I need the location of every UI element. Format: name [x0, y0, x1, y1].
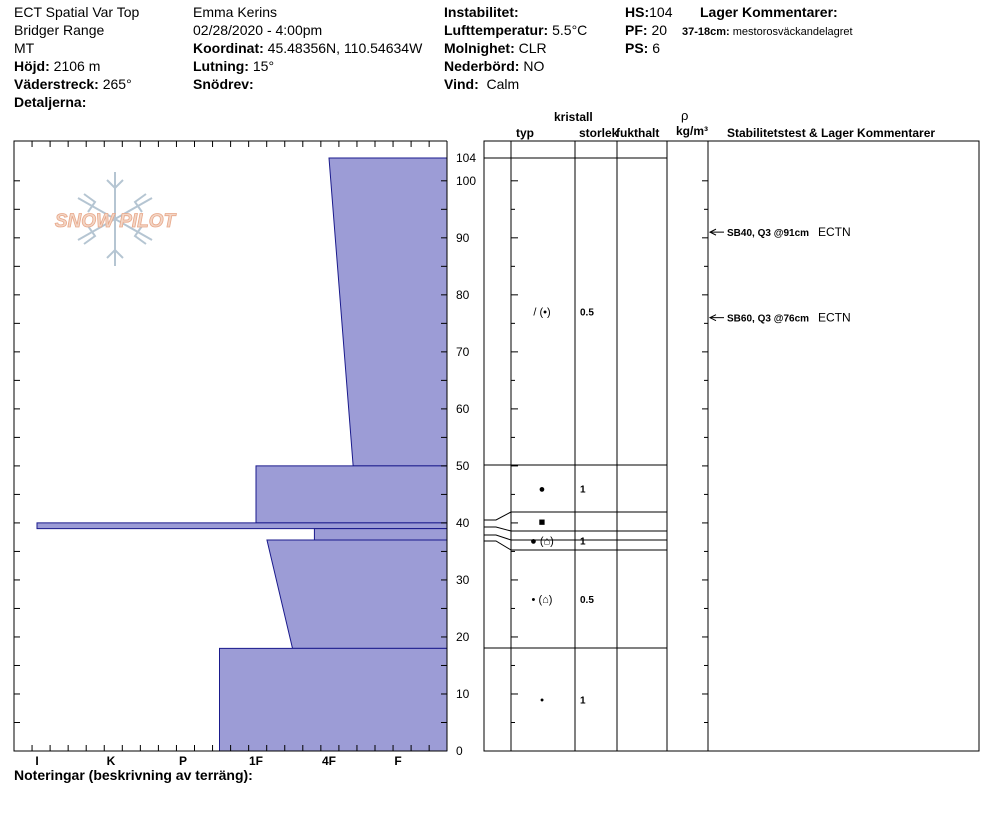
depth-tick-label: 10 — [456, 686, 470, 701]
depth-tick-label: 100 — [456, 173, 477, 188]
col-typ: typ — [516, 126, 534, 140]
instability-label: Instabilitet: — [444, 4, 519, 20]
profile-title: ECT Spatial Var Top — [14, 4, 140, 20]
elevation-value: 2106 m — [53, 58, 101, 74]
depth-tick-label: 60 — [456, 401, 470, 416]
slope-label: Lutning: — [193, 58, 249, 74]
depth-tick-label: 40 — [456, 515, 470, 530]
hardness-layer-2 — [37, 523, 447, 529]
layer-comments-label: Lager Kommentarer: — [700, 4, 838, 20]
air-temp-label: Lufttemperatur: — [444, 22, 549, 38]
precip-value: NO — [523, 58, 545, 74]
snowpilot-logo-text: SNOW PILOT — [54, 211, 176, 232]
col-rho: ρ — [681, 108, 689, 123]
depth-tick-label: 30 — [456, 572, 470, 587]
depth-tick-label: 90 — [456, 230, 470, 245]
hardness-tick-label: F — [394, 754, 402, 768]
col-density-unit: kg/m³ — [676, 124, 709, 138]
grain-type-0: / (•) — [533, 306, 551, 319]
slope-value: 15° — [252, 58, 275, 74]
observer-name: Emma Kerins — [193, 4, 278, 20]
grain-size-3: 1 — [580, 536, 586, 548]
air-temp-value: 5.5°C — [552, 22, 588, 38]
sky-value: CLR — [518, 40, 547, 56]
stability-code-1: ECTN — [818, 310, 851, 325]
col-fukthalt: fukthalt — [616, 126, 660, 140]
observation-datetime: 02/28/2020 - 4:00pm — [193, 22, 323, 38]
col-kristall: kristall — [554, 110, 593, 124]
layer-connector — [484, 512, 511, 520]
grain-size-1: 1 — [580, 484, 586, 496]
details-label: Detaljerna: — [14, 94, 87, 110]
grain-type-2: ■ — [538, 516, 546, 529]
precip-label: Nederbörd: — [444, 58, 520, 74]
hardness-layer-4 — [267, 540, 447, 648]
depth-tick-label: 80 — [456, 287, 470, 302]
drift-label: Snödrev: — [193, 76, 254, 92]
col-stability: Stabilitetstest & Lager Kommentarer — [727, 126, 936, 140]
elevation-label: Höjd: — [14, 58, 50, 74]
hs-label: HS: — [625, 4, 650, 20]
layer-connector — [484, 527, 511, 531]
stability-test-1: SB60, Q3 @76cm — [727, 313, 810, 325]
layer-table — [484, 141, 979, 751]
hardness-layer-1 — [256, 466, 447, 523]
depth-tick-label: 70 — [456, 344, 470, 359]
sky-label: Molnighet: — [444, 40, 515, 56]
hs-value: 104 — [649, 4, 673, 20]
grain-type-3: ● (⌂) — [530, 535, 554, 548]
grain-type-1: ● — [538, 483, 546, 496]
layer-comment-text: mestorosväckandelagret — [732, 26, 853, 38]
aspect-value: 265° — [102, 76, 132, 92]
coords-label: Koordinat: — [193, 40, 264, 56]
grain-size-0: 0.5 — [580, 307, 594, 319]
wind-value: Calm — [486, 76, 520, 92]
grain-type-5: • — [540, 694, 544, 707]
hardness-layer-0 — [329, 158, 447, 466]
range-name: Bridger Range — [14, 22, 105, 38]
wind-label: Vind: — [444, 76, 479, 92]
terrain-notes-label: Noteringar (beskrivning av terräng): — [14, 767, 253, 783]
hardness-tick-label: I — [35, 754, 39, 768]
stability-test-0: SB40, Q3 @91cm — [727, 228, 810, 240]
layer-connector — [484, 541, 511, 550]
snowpilot-logo — [55, 172, 177, 266]
depth-tick-label: 104 — [456, 151, 477, 165]
pf-label: PF: — [625, 22, 648, 38]
grain-type-4: • (⌂) — [531, 594, 553, 606]
grain-size-5: 1 — [580, 695, 586, 707]
layer-comment-range: 37-18cm: — [682, 26, 730, 38]
pf-value: 20 — [651, 22, 668, 38]
hardness-tick-label: P — [178, 754, 188, 768]
coords-value: 45.48356N, 110.54634W — [267, 40, 423, 56]
hardness-tick-label: 4F — [321, 754, 337, 768]
layer-connector — [484, 535, 511, 540]
hardness-tick-label: 1F — [248, 754, 264, 768]
state-name: MT — [14, 40, 35, 56]
hardness-plot — [14, 141, 476, 768]
grain-size-4: 0.5 — [580, 595, 594, 606]
depth-tick-label: 0 — [456, 744, 463, 758]
aspect-label: Väderstreck: — [14, 76, 99, 92]
hardness-tick-label: K — [106, 754, 116, 768]
ps-label: PS: — [625, 40, 649, 56]
hardness-layer-5 — [220, 648, 448, 751]
col-storlek: storlek — [579, 126, 619, 140]
depth-tick-label: 50 — [456, 458, 470, 473]
depth-tick-label: 20 — [456, 629, 470, 644]
hardness-layer-3 — [314, 529, 447, 540]
ps-value: 6 — [652, 40, 661, 56]
stability-code-0: ECTN — [818, 225, 851, 240]
